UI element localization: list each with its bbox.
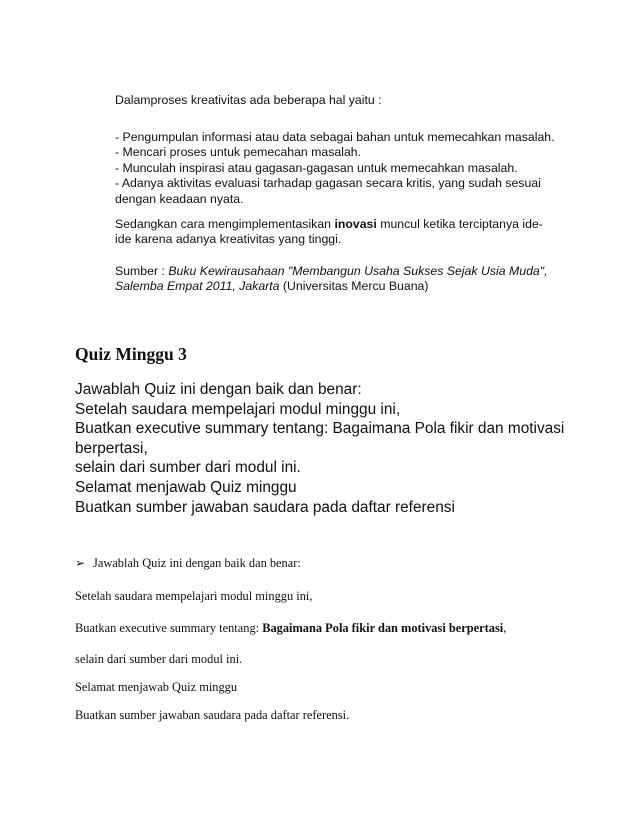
list-item: - Adanya aktivitas evaluasi tarhadap gagasan secara kritis, yang sudah sesuai [115,176,541,191]
quiz-instructions [75,380,595,517]
innovation-paragraph [115,217,585,248]
innovation-text: muncul ketika terciptanya ide- [376,217,543,231]
bullet-text: Jawablah Quiz ini dengan baik dan benar: [93,556,301,570]
list-item: dengan keadaan nyata. [115,191,244,206]
innovation-bold: inovasi [334,217,377,231]
quiz-line: berpertasi, [75,439,148,457]
summary-bold: Bagaimana Pola fikir dan motivasi berpertasi [262,621,504,635]
innovation-text: ide karena adanya kreativitas yang tinggi. [115,232,342,247]
quiz-paragraph: Buatkan sumber jawaban saudara pada daftar referensi. [75,708,350,722]
list-item: - Mencari proses untuk pemecahan masalah. [115,145,362,160]
quiz-line: Jawablah Quiz ini dengan baik dan benar: [75,381,362,398]
source-title: Buku Kewirausahaan "Membangun Usaha Sukses Sejak Usia Muda", [168,264,548,278]
quiz-line: Setelah saudara mempelajari modul minggu ini, [75,400,401,418]
innovation-text: Sedangkan cara mengimplementasikan [115,217,335,231]
arrow-bullet-icon: ➢ [75,556,86,570]
list-item: - Pengumpulan informasi atau data sebagai bahan untuk memecahkan masalah. [115,130,555,144]
bullet-item [75,556,595,571]
source-paragraph [115,264,585,295]
list-item: - Munculah inspirasi atau gagasan-gagasan untuk memecahkan masalah. [115,160,518,175]
source-title: Salemba Empat 2011, Jakarta [115,279,280,294]
quiz-paragraph: Selamat menjawab Quiz minggu [75,680,238,694]
quiz-line: selain dari sumber dari modul ini. [75,459,301,477]
quiz-line: Selamat menjawab Quiz minggu [75,478,297,496]
source-affiliation: (Universitas Mercu Buana) [279,279,429,294]
quiz-paragraph: Setelah saudara mempelajari modul minggu ini, [75,589,313,603]
quiz-paragraph [75,621,595,636]
source-label: Sumber : [115,264,169,278]
quiz-line: Buatkan executive summary tentang: Bagaimana Pola fikir dan motivasi [75,420,565,438]
summary-text: Buatkan executive summary tentang: [75,621,263,635]
quiz-title: Quiz Minggu 3 [75,344,187,364]
intro-text: Dalamproses kreativitas ada beberapa hal yaitu : [115,93,382,107]
quiz-line: Buatkan sumber jawaban saudara pada daftar referensi [75,498,455,516]
quiz-paragraph: selain dari sumber dari modul ini. [75,652,243,666]
process-list [115,130,585,207]
summary-text: , [503,621,507,635]
